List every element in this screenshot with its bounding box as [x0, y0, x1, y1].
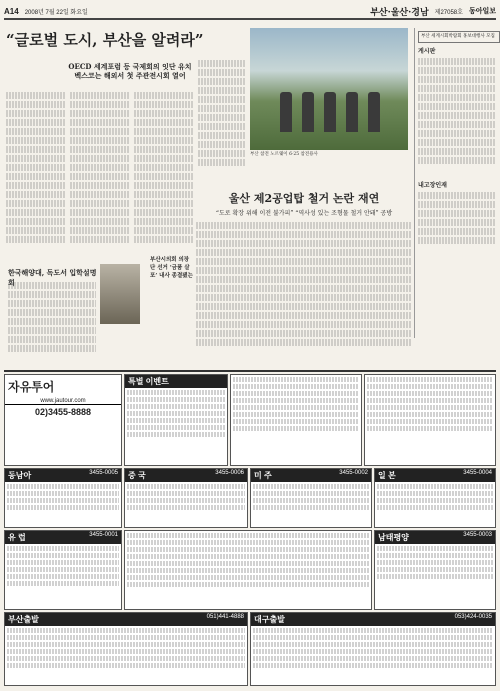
sidebar — [414, 28, 500, 338]
ad-china-2[interactable] — [124, 530, 372, 610]
daegu-departure-title: 대구출발 — [254, 615, 285, 624]
america-phone: 3455-0002 — [339, 470, 368, 476]
ad-special-box-2[interactable] — [364, 374, 496, 466]
special-event-title: 특별 이벤트 — [128, 377, 169, 386]
ad-jayu-tour[interactable] — [4, 374, 122, 466]
america-title: 미 주 — [254, 471, 272, 480]
ad-america[interactable] — [250, 468, 372, 528]
sidebar-subtitle: 내고장인재 — [418, 182, 447, 189]
ad-southeast[interactable] — [4, 468, 122, 528]
section-title: 부산·울산·경남 — [370, 7, 429, 18]
sidebar-text-2 — [418, 192, 496, 252]
lead-photo — [250, 28, 408, 150]
article-2-text — [196, 222, 412, 362]
ad-special-box[interactable] — [230, 374, 362, 466]
jayu-tour-phone: 02)3455-8888 — [5, 404, 121, 417]
small-article-1-headline: 한국해양대, 독도서 입학설명회 — [8, 268, 97, 287]
busan-departure-phone: 051)441-4888 — [206, 614, 244, 620]
lead-subhead: OECD 세계포럼 등 국제회의 잇단 유치 벡스코는 해외서 첫 주관전시회 열어 — [68, 62, 192, 81]
ad-pyongyang[interactable] — [374, 530, 496, 610]
sidebar-text — [418, 58, 496, 178]
ad-china[interactable] — [124, 468, 248, 528]
small-article-photo — [100, 264, 140, 324]
page-number: A14 — [4, 6, 19, 16]
lead-text-col4 — [198, 60, 246, 180]
issue-date: 2008년 7월 22일 화요일 — [24, 9, 88, 16]
jayu-tour-name: 자유투어 — [8, 380, 55, 394]
jayu-tour-url: www.jautour.com — [40, 398, 86, 404]
small-article-1-text — [8, 282, 96, 362]
masthead — [4, 4, 496, 20]
sidebar-title: 게시판 — [418, 48, 436, 55]
article-2-subhead: “도로 확장 위해 이전 불가피” “역사성 있는 조형물 철거 안돼” 공방 — [215, 210, 393, 217]
lead-text-col1 — [6, 92, 66, 262]
sidebar-box-1: 부산 세계시회박람회 홍보대행사 모집 — [418, 31, 500, 43]
southeast-phone: 3455-0005 — [89, 470, 118, 476]
photo-caption: 부산 참전 노르웨이 6·25 참전용사 — [250, 152, 318, 157]
pyongyang-title: 남태평양 — [378, 533, 409, 542]
pyongyang-phone: 3455-0003 — [463, 532, 492, 538]
issue-number: 제27058호 — [434, 9, 463, 16]
china-phone: 3455-0006 — [215, 470, 244, 476]
japan-title: 일 본 — [378, 471, 396, 480]
ad-special-event[interactable] — [124, 374, 228, 466]
ad-busan-departure[interactable] — [4, 612, 248, 686]
small-article-2-headline: 부산시의회 의장단 선거 ‘금품 살포’ 내사 종결됐는 — [150, 257, 193, 279]
ad-japan[interactable] — [374, 468, 496, 528]
japan-phone: 3455-0004 — [463, 470, 492, 476]
busan-departure-title: 부산출발 — [8, 615, 39, 624]
photo-figure — [324, 92, 336, 132]
paper-logo: 동아일보 — [468, 8, 496, 15]
europe-title: 유 럽 — [8, 533, 26, 542]
ad-europe[interactable] — [4, 530, 122, 610]
article-2-headline: 울산 제2공업탑 철거 논란 재연 — [228, 192, 380, 205]
daegu-departure-phone: 053)424-0035 — [454, 614, 492, 620]
lead-text-col3 — [134, 92, 194, 262]
lead-text-col2 — [70, 92, 130, 262]
ad-daegu-departure[interactable] — [250, 612, 496, 686]
lead-headline: “글로벌 도시, 부산을 알려라” — [6, 31, 204, 49]
photo-figure — [346, 92, 358, 132]
china-title: 중 국 — [128, 471, 146, 480]
special-event-header — [125, 375, 227, 388]
article-2 — [196, 190, 412, 217]
photo-figure — [368, 92, 380, 132]
photo-figure — [280, 92, 292, 132]
europe-phone: 3455-0001 — [89, 532, 118, 538]
photo-figure — [302, 92, 314, 132]
southeast-title: 동남아 — [8, 471, 32, 480]
ad-section — [4, 370, 496, 688]
